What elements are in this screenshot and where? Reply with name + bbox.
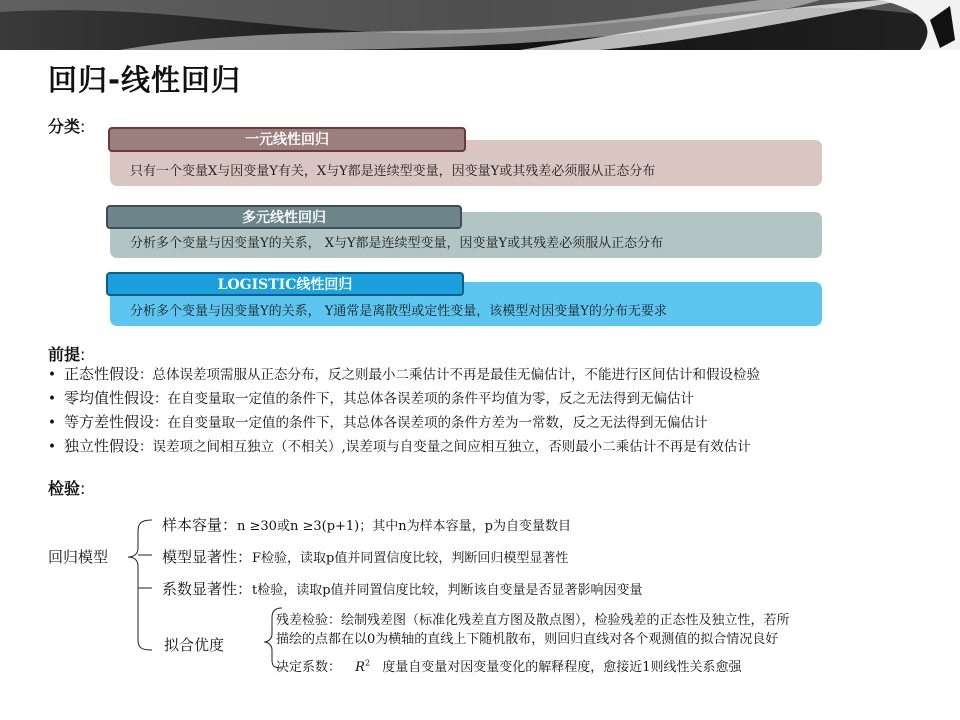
premise-text: 误差项之间相互独立（不相关）,误差项与自变量之间应相互独立，否则最小二乘估计不再是有效估计 [152,439,751,455]
premise-text: 在自变量取一定值的条件下，其总体各误差项的条件平均值为零，反之无法得到无偏估计 [167,391,695,407]
classification-colon: : [80,117,86,136]
classification-text-multiple: 分析多个变量与因变量Y的关系， X与Y都是连续型变量，因变量Y或其残差必须服从正态分布 [130,236,664,251]
test-root: 回归模型 [48,548,109,566]
bullet-icon: • [48,367,56,383]
residual-test-line1: 残差检验：绘制残差图（标准化残差直方图及散点图），检验残差的正态性及独立性，若所 [276,613,790,628]
r-squared-symbol [355,660,370,675]
residual-test-line2: 描绘的点都在以0为横轴的直线上下随机散布，则回归直线对各个观测值的拟合情况良好 [276,632,779,647]
classification-tag-multiple: 多元线性回归 [106,205,462,229]
r2-text: 度量自变量对因变量变化的解释程度，愈接近1则线性关系愈强 [382,660,742,675]
sample-size-text: n ≥30或n ≥3(p+1)；其中n为样本容量，p为自变量数目 [237,519,571,534]
r2-head: 决定系数： [276,660,342,675]
premise-sep: ： [139,439,153,455]
premise-item-normality [48,364,760,388]
model-sig-text: F检验，读取p值并同置信度比较，判断回归模型显著性 [252,551,569,566]
classification-tag-simple: 一元线性回归 [108,127,466,152]
test-label-text: 检验 [48,479,81,498]
premise-item-zero-mean [48,388,760,412]
r2-symbol: R [355,660,365,675]
premise-item-independence [48,436,760,460]
premise-sep: ： [154,391,168,407]
premise-sep: ： [154,415,168,431]
coef-sig-head: 系数显著性： [162,580,253,598]
premise-sep: ： [139,367,153,383]
premise-label [48,342,85,365]
classification-text-simple: 只有一个变量X与因变量Y有关，X与Y都是连续型变量，因变量Y或其残差必须服从正态分布 [130,164,656,179]
bullet-icon: • [48,439,56,455]
sample-size-head: 样本容量： [162,516,238,534]
premise-item-homoscedasticity [48,412,760,436]
bullet-icon: • [48,415,56,431]
page-title: 回归-线性回归 [48,63,242,97]
premise-head: 零均值性假设 [64,389,155,407]
premise-text: 在自变量取一定值的条件下，其总体各误差项的条件方差为一常数，反之无法得到无偏估计 [167,415,708,431]
test-colon: : [80,479,86,498]
premise-head: 正态性假设 [64,365,140,383]
test-model-significance [162,546,568,567]
bullet-icon: • [48,391,56,407]
test-coefficient-significance [162,578,643,599]
coef-sig-text: t检验，读取p值并同置信度比较，判断该自变量是否显著影响因变量 [252,583,643,598]
classification-text-logistic: 分析多个变量与因变量Y的关系， Y通常是离散型或定性变量，该模型对因变量Y的分布无要求 [130,304,667,319]
premise-head: 独立性假设 [64,437,140,455]
premise-list [48,364,760,460]
test-sample-size [162,514,571,535]
premise-text: 总体误差项需服从正态分布，反之则最小二乘估计不再是最佳无偏估计，不能进行区间估计和假设检验 [152,367,761,383]
premise-label-text: 前提 [48,345,81,364]
premise-head: 等方差性假设 [64,413,155,431]
test-label [48,476,85,499]
goodness-of-fit-head: 拟合优度 [164,636,225,654]
classification-label-text: 分类 [48,117,81,136]
r2-exponent: 2 [364,658,371,668]
classification-tag-logistic: LOGISTIC线性回归 [106,272,464,296]
r-squared-line [276,656,741,675]
premise-colon: : [80,345,86,364]
header-banner [0,0,960,50]
model-sig-head: 模型显著性： [162,548,253,566]
classification-label [48,114,85,137]
